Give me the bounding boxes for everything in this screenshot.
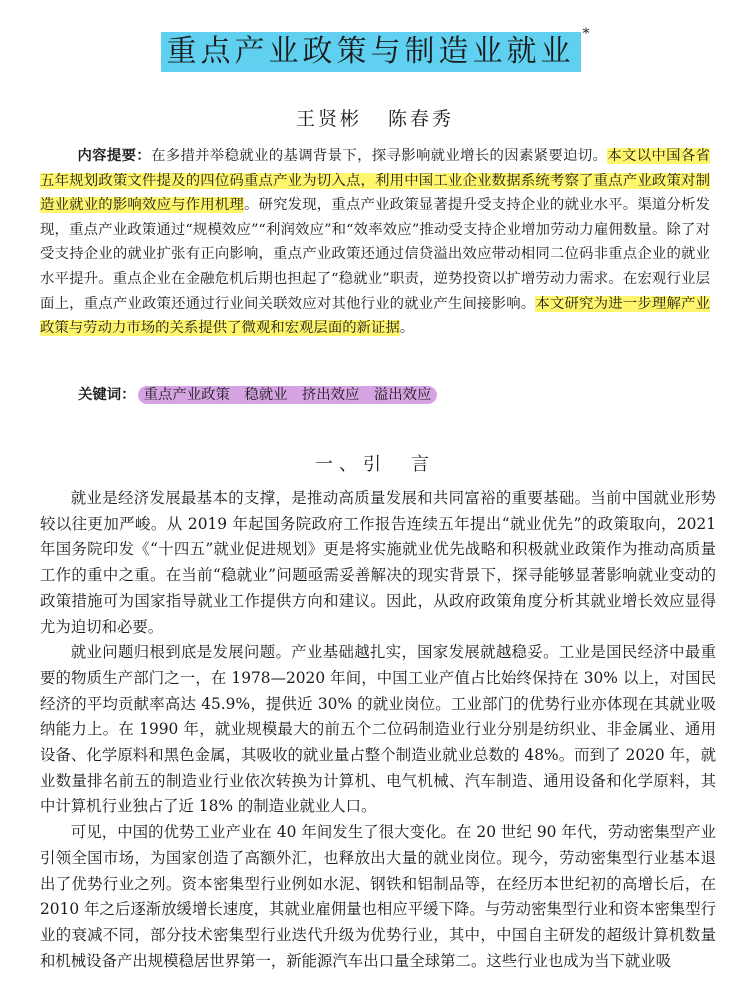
title-footnote-mark: * xyxy=(582,26,590,42)
author-list xyxy=(0,104,750,131)
paper-title: 重点产业政策与制造业就业 xyxy=(161,32,581,72)
abstract-label: 内容提要： xyxy=(77,147,152,164)
keywords xyxy=(78,384,437,406)
abstract-text: 。研究发现，重点产业政策显著提升受支持企业的就业水平。渠道分析发现，重点产业政策通过“规模效应”“利润效应”和“效率效应”推动受支持企业增加劳动力雇佣数量。除了对受支持企业的就业扩张有正向影响，重点产业政策还通过信贷溢出效应带动相同二位码非重点企业的就业水平提升。重点企业在金融危机后期也担起了“稳就业”职责，逆势投资以扩增劳动力需求。在宏观行业层面上，重点产业政策还通过行业间关联效应对其他行业的就业产生间接影响。 xyxy=(40,197,710,312)
author-name: 陈春秀 xyxy=(388,108,455,130)
abstract-text: 。 xyxy=(399,320,415,337)
body-paragraph: 就业问题归根到底是发展问题。产业基础越扎实，国家发展就越稳妥。工业是国民经济中最重要的物质生产部门之一，在 1978—2020 年间，中国工业产值占比始终保持在 30% 以上，对国民经济的平均贡献率高达 45.9%，提供近 30% 的就业岗位。工业部门的优势行业亦体现在其就业吸纳能力上。在 1990 年，就业规模最大的前五个二位码制造业行业分别是纺织业、非金属业、通用设备、化学原料和黑色金属，其吸收的就业量占整个制造业就业总数的 48%。而到了 2020 年，就业数量排名前五的制造业行业依次转换为计算机、电气机械、汽车制造、通用设备和化学原料，其中计算机行业独占了近 18% 的制造业就业人口。 xyxy=(40,643,716,816)
title-row xyxy=(0,26,750,72)
abstract-text: 在多措并举稳就业的基调背景下，探寻影响就业增长的因素紧要迫切。 xyxy=(151,148,608,164)
section-heading: 一、引 言 xyxy=(315,454,435,475)
body-paragraph: 可见，中国的优势工业产业在 40 年间发生了很大变化。在 20 世纪 90 年代，劳动密集型产业引领全国市场，为国家创造了高额外汇，也释放出大量的就业岗位。现今，劳动密集型行业基本退出了优势行业之列。资本密集型行业例如水泥、钢铁和铝制品等，在经历本世纪初的高增长后，在 2010 年之后逐渐放缓增长速度，其就业雇佣量也相应平缓下降。与劳动密集型行业和资本密集型行业的衰减不同，部分技术密集型行业迭代升级为优势行业，其中，中国自主研发的超级计算机数量和机械设备产出规模稳居世界第一，新能源汽车出口量全球第二。这些行业也成为当下就业吸 xyxy=(40,823,716,970)
abstract-highlight: 本文研究为进一步理解产业政策与劳动力市场的关系提供了微观和宏观层面的新证据 xyxy=(40,295,710,337)
author-name: 王贤彬 xyxy=(295,108,362,130)
keywords-text: 重点产业政策 稳就业 挤出效应 溢出效应 xyxy=(138,386,438,404)
body-text xyxy=(40,486,716,974)
keywords-label: 关键词： xyxy=(78,386,136,403)
abstract xyxy=(40,144,710,341)
abstract-highlight: 本文以中国各省五年规划政策文件提及的四位码重点产业为切入点，利用中国工业企业数据系统考察了重点产业政策对制造业就业的影响效应与作用机理 xyxy=(40,148,710,214)
body-paragraph: 就业是经济发展最基本的支撑，是推动高质量发展和共同富裕的重要基础。当前中国就业形势较以往更加严峻。从 2019 年起国务院政府工作报告连续五年提出“就业优先”的政策取向，2021 年国务院印发《“十四五”就业促进规划》更是将实施就业优先战略和积极就业政策作为推动高质量工作的重中之重。在当前“稳就业”问题亟需妥善解决的现实背景下，探寻能够显著影响就业变动的政策措施可为国家指导就业工作提供方向和建议。因此，从政府政策角度分析其就业增长效应显得尤为迫切和必要。 xyxy=(40,489,716,636)
